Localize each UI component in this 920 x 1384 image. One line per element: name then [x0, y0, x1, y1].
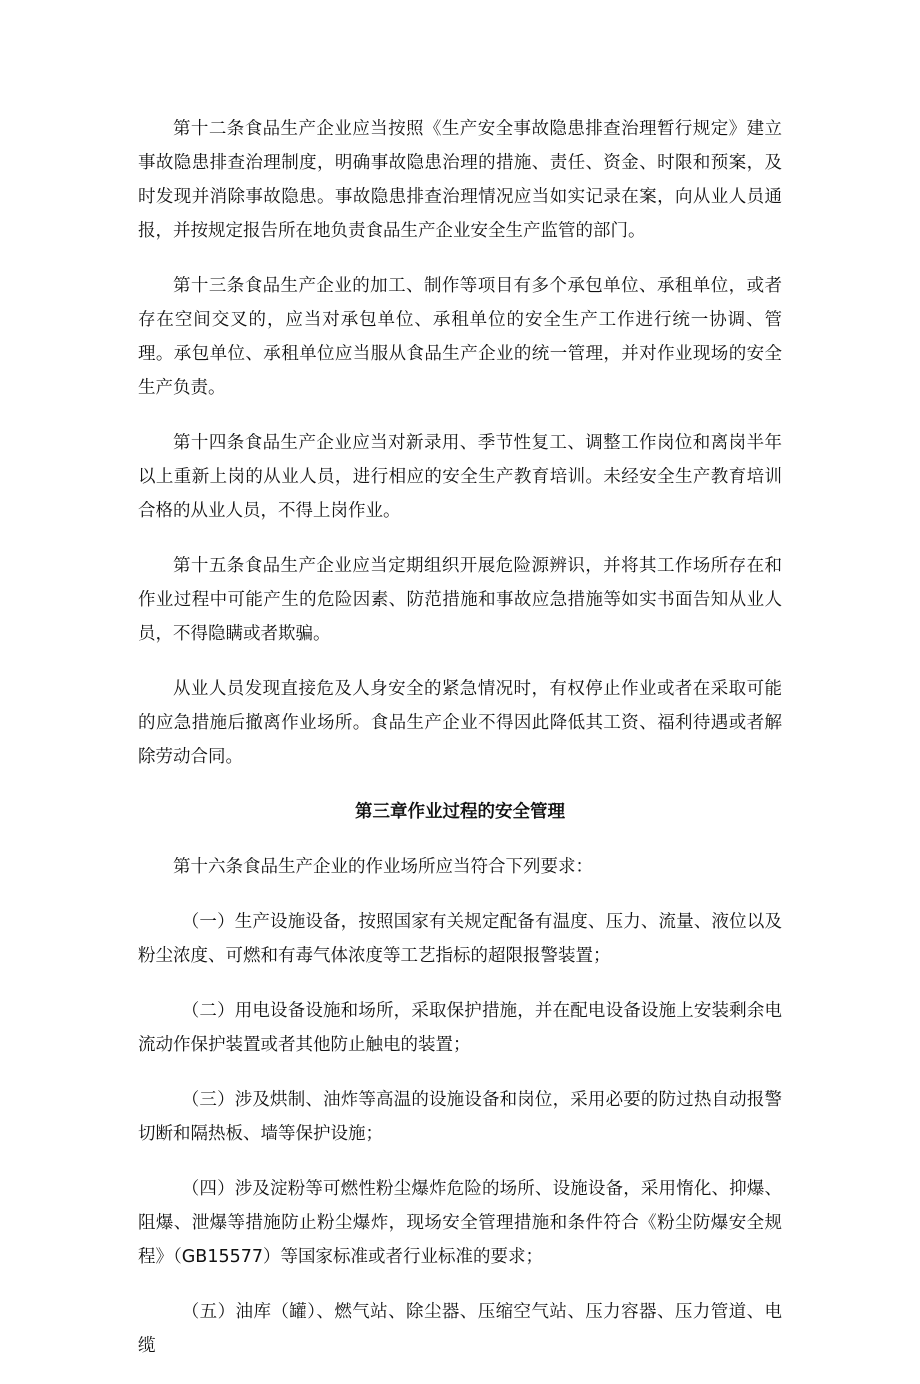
- requirement-item-2: （二）用电设备设施和场所，采取保护措施，并在配电设备设施上安装剩余电流动作保护装置或者其他防止触电的装置；: [138, 1001, 782, 1055]
- article-12-paragraph: 第十二条食品生产企业应当按照《生产安全事故隐患排查治理暂行规定》建立事故隐患排查治理制度，明确事故隐患治理的措施、责任、资金、时限和预案，及时发现并消除事故隐患。事故隐患排查治理情况应当如实记录在案，向从业人员通报，并按规定报告所在地负责食品生产企业安全生产监管的部门。: [138, 119, 782, 241]
- article-14-paragraph: 第十四条食品生产企业应当对新录用、季节性复工、调整工作岗位和离岗半年以上重新上岗的从业人员，进行相应的安全生产教育培训。未经安全生产教育培训合格的从业人员，不得上岗作业。: [138, 433, 782, 521]
- requirement-item-5: （五）油库（罐）、燃气站、除尘器、压缩空气站、压力容器、压力管道、电缆: [138, 1302, 782, 1356]
- article-16-intro: 第十六条食品生产企业的作业场所应当符合下列要求：: [173, 857, 593, 877]
- article-13-paragraph: 第十三条食品生产企业的加工、制作等项目有多个承包单位、承租单位，或者存在空间交叉的，应当对承包单位、承租单位的安全生产工作进行统一协调、管理。承包单位、承租单位应当服从食品生产企业的统一管理，并对作业现场的安全生产负责。: [138, 276, 782, 398]
- requirement-item-4: （四）涉及淀粉等可燃性粉尘爆炸危险的场所、设施设备，采用惰化、抑爆、阻爆、泄爆等措施防止粉尘爆炸，现场安全管理措施和条件符合《粉尘防爆安全规程》（GB15577）等国家标准或者行业标准的要求；: [138, 1179, 782, 1267]
- document-page: [138, 112, 782, 1384]
- requirement-item-1: （一）生产设施设备，按照国家有关规定配备有温度、压力、流量、液位以及粉尘浓度、可燃和有毒气体浓度等工艺指标的超限报警装置；: [138, 912, 782, 966]
- chapter-heading: 第三章作业过程的安全管理: [355, 802, 565, 822]
- requirement-item-3: （三）涉及烘制、油炸等高温的设施设备和岗位，采用必要的防过热自动报警切断和隔热板、墙等保护设施；: [138, 1090, 782, 1144]
- article-15-paragraph: 第十五条食品生产企业应当定期组织开展危险源辨识，并将其工作场所存在和作业过程中可能产生的危险因素、防范措施和事故应急措施等如实书面告知从业人员，不得隐瞒或者欺骗。: [138, 556, 782, 644]
- emergency-rights-paragraph: 从业人员发现直接危及人身安全的紧急情况时，有权停止作业或者在采取可能的应急措施后撤离作业场所。食品生产企业不得因此降低其工资、福利待遇或者解除劳动合同。: [138, 679, 782, 767]
